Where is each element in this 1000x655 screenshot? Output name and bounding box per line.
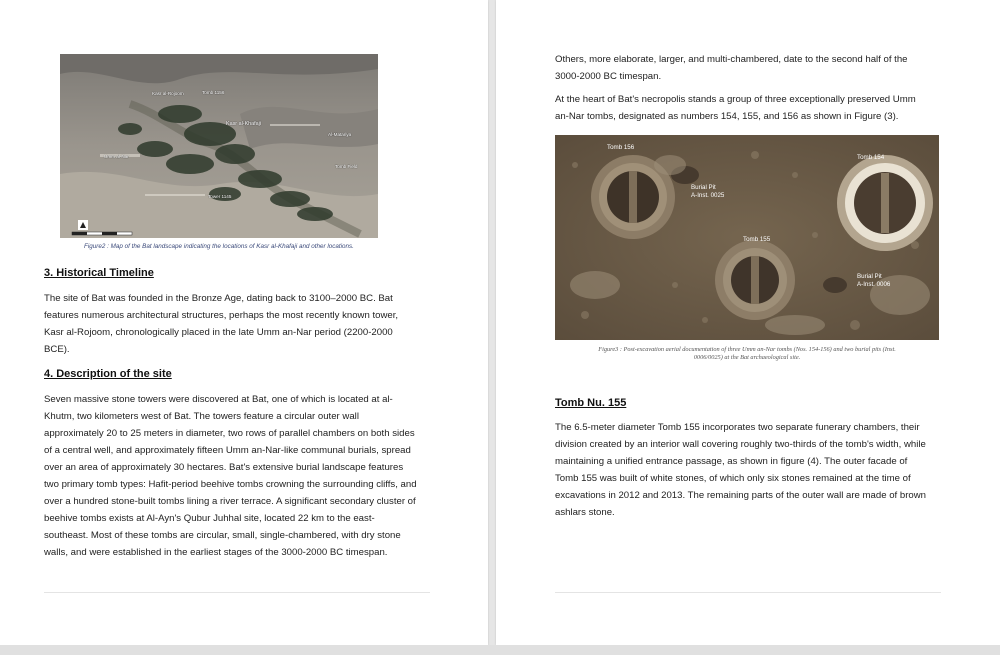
map-label: Umm al-Nar bbox=[104, 154, 129, 159]
viewer-bottom-strip bbox=[0, 645, 1000, 655]
section4-line: approximately 20 to 25 meters in diameter, two rows of parallel chambers on both sides bbox=[44, 428, 415, 439]
document-page-left bbox=[0, 0, 488, 645]
section4-line: over a hundred stone-built tombs lining a river terrace. A significant secondary cluster of bbox=[44, 496, 416, 507]
section4-line: over an area of approximately 30 hectares. Bat's extensive burial landscape features bbox=[44, 462, 404, 473]
tomb155-line: maintaining a unified entrance passage, as shown in figure (4). The outer facade of bbox=[555, 456, 908, 467]
section4-line: of a central well, and approximately fifteen Umm an-Nar-like communal burials, spread bbox=[44, 445, 411, 456]
tomb-155-label: Tomb 155 bbox=[743, 236, 771, 243]
tomb-156-label: Tomb 156 bbox=[607, 144, 635, 151]
tomb155-line: ashlars stone. bbox=[555, 507, 615, 518]
burial-pit-label: A-Inst. 0006 bbox=[857, 281, 891, 288]
figure3-caption-line: Figure3 : Post-excavation aerial documentation of three Umm an-Nar tombs (Nos. 154-156) and two burial pits (Inst. bbox=[598, 346, 896, 353]
tomb155-heading: Tomb Nu. 155 bbox=[555, 397, 627, 409]
figure3-caption-line: 0006/0025) at the Bat archaeological site. bbox=[693, 354, 801, 361]
satellite-map-graphic bbox=[60, 54, 378, 238]
map-label: Al-Matariya bbox=[328, 132, 352, 137]
section4-line: two primary tomb types: Hafit-period beehive tombs crowning the surrounding cliffs, and bbox=[44, 479, 417, 490]
tomb-154-label: Tomb 154 bbox=[857, 154, 885, 161]
section3-line: features numerous architectural structures, perhaps the most recently known tower, bbox=[44, 310, 399, 321]
figure2-caption: Figure2 : Map of the Bat landscape indicating the locations of Kasr al-Khafaji and other locations. bbox=[84, 243, 354, 250]
intro-line: Others, more elaborate, larger, and multi-chambered, date to the second half of the bbox=[555, 54, 908, 65]
figure3-aerial-image bbox=[555, 135, 939, 340]
tomb155-line: Tomb 155 was built of white stones, of which only six stones remained at the time of bbox=[555, 473, 911, 484]
tomb155-line: The 6.5-meter diameter Tomb 155 incorporates two separate funerary chambers, their bbox=[555, 422, 920, 433]
section4-line: walls, and were established in the earliest stages of the 3000-2000 BC timespan. bbox=[44, 547, 388, 558]
map-label: Kasr al-Khafaji bbox=[226, 121, 262, 127]
tomb155-line: division created by an interior wall covering roughly two-thirds of the tomb's width, while bbox=[555, 439, 926, 450]
section4-line: Seven massive stone towers were discovered at Bat, one of which is located at al- bbox=[44, 394, 393, 405]
section3-line: BCE). bbox=[44, 344, 70, 355]
burial-pit-label: Burial Pit bbox=[857, 273, 882, 280]
figure2-map-image bbox=[60, 54, 378, 238]
map-label: Tomb 1156 bbox=[202, 90, 225, 95]
page-footer-divider bbox=[44, 592, 430, 593]
section4-heading: 4. Description of the site bbox=[44, 368, 172, 380]
intro-line: 3000-2000 BC timespan. bbox=[555, 71, 662, 82]
section3-line: Kasr al-Rojoom, chronologically placed in the late Umm an-Nar period (2200-2000 bbox=[44, 327, 393, 338]
section3-line: The site of Bat was founded in the Bronze Age, dating back to 3100–2000 BC. Bat bbox=[44, 293, 393, 304]
section4-line: southeast. Most of these tombs are circular, small, single-chambered, with dry stone bbox=[44, 530, 401, 541]
burial-pit-label: Burial Pit bbox=[691, 184, 716, 191]
section3-heading: 3. Historical Timeline bbox=[44, 267, 154, 279]
tomb155-line: excavations in 2012 and 2013. The remaining parts of the outer wall are made of brown bbox=[555, 490, 927, 501]
page-footer-divider bbox=[555, 592, 941, 593]
map-label: Tower 1145 bbox=[208, 194, 232, 199]
document-page-right bbox=[496, 0, 1000, 645]
section4-line: Khutm, two kilometers west of Bat. The towers feature a circular outer wall bbox=[44, 411, 359, 422]
intro-line: At the heart of Bat's necropolis stands a group of three exceptionally preserved Umm bbox=[555, 94, 916, 105]
map-label: Kasr al-Rojoom bbox=[152, 91, 184, 96]
burial-pit-label: A-Inst. 0025 bbox=[691, 192, 725, 199]
map-label: Tomb Field bbox=[335, 164, 358, 169]
intro-line: an-Nar tombs, designated as numbers 154, 155, and 156 as shown in Figure (3). bbox=[555, 111, 899, 122]
section4-line: beehive tombs exists at Al-Ayn's Qubur Juhhal site, located 22 km to the east- bbox=[44, 513, 375, 524]
